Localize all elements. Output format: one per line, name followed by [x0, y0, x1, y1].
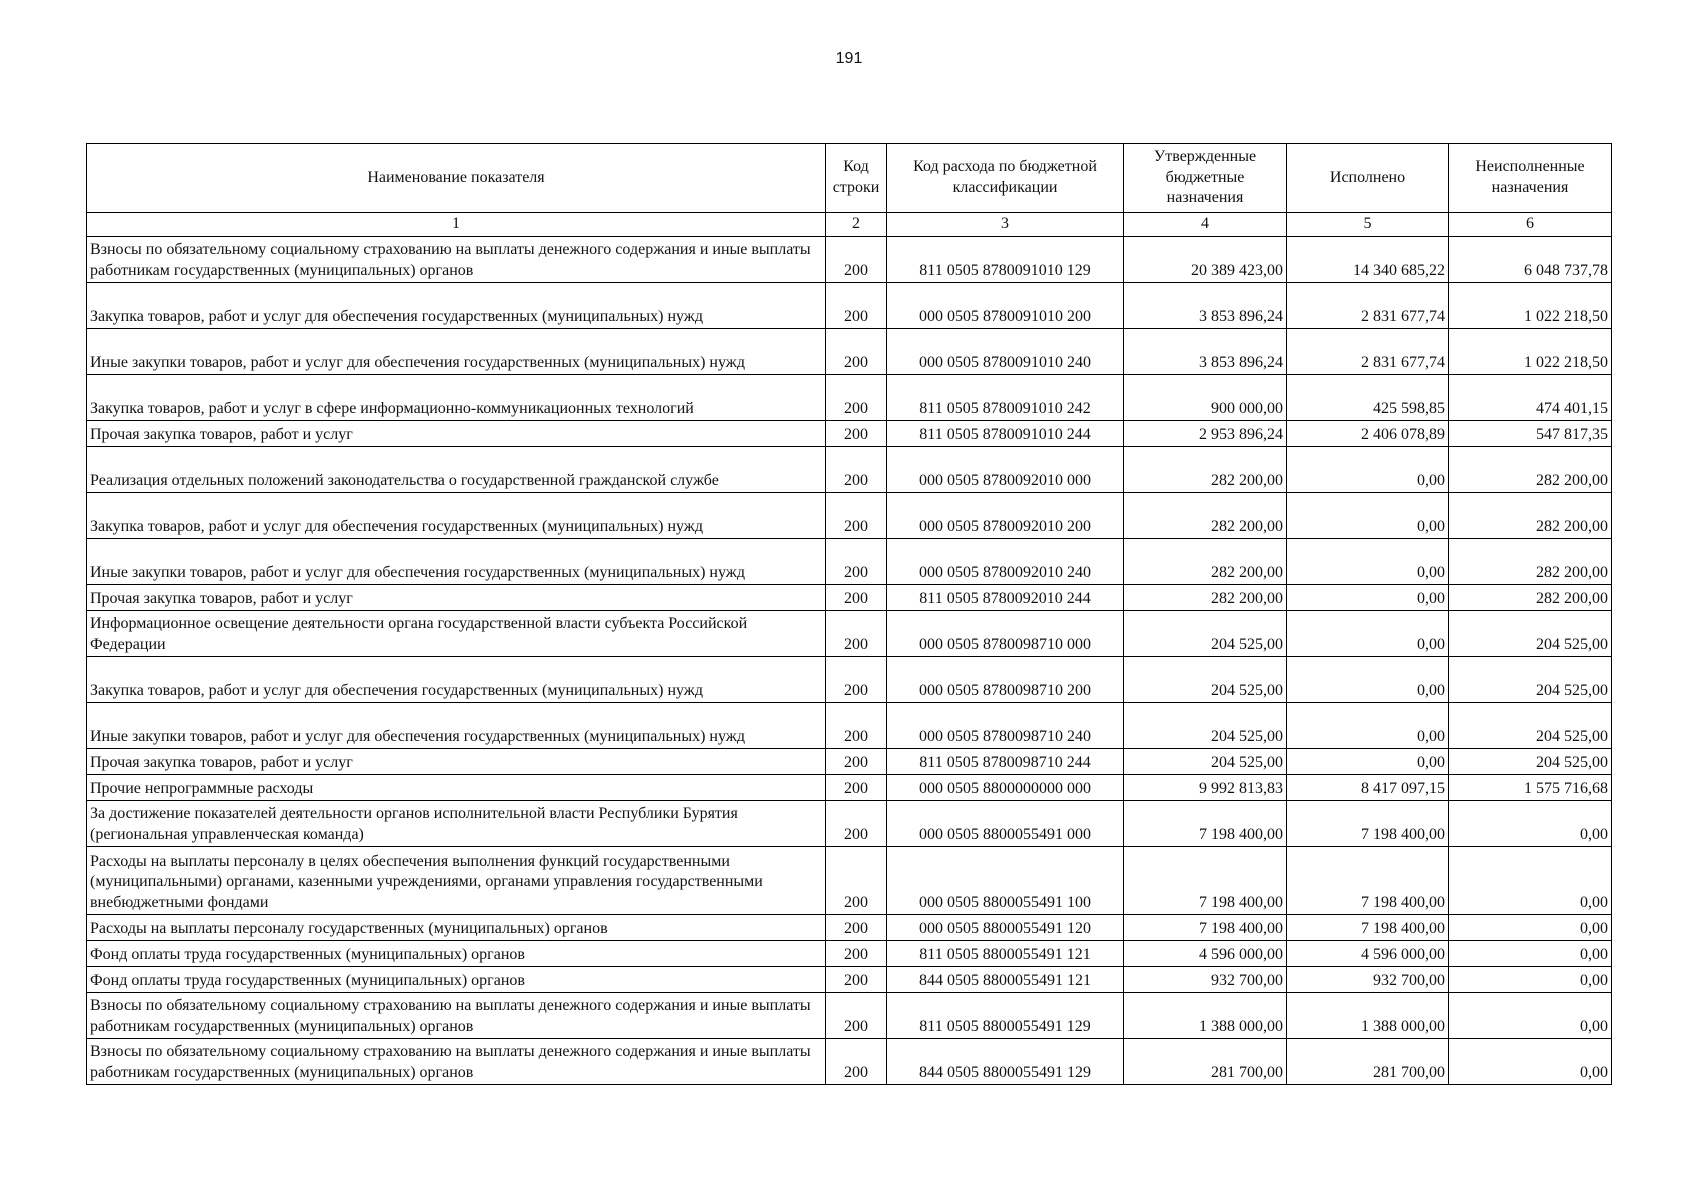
column-number: 5 [1287, 213, 1449, 237]
table-row [87, 657, 1612, 703]
table-row [87, 283, 1612, 329]
table-row [87, 915, 1612, 941]
classification-code-cell: 811 0505 8780091010 129 [887, 237, 1124, 283]
executed-amount-cell: 7 198 400,00 [1287, 847, 1449, 915]
line-code-cell: 200 [826, 915, 887, 941]
executed-amount-cell: 0,00 [1287, 749, 1449, 775]
indicator-name-cell: Взносы по обязательному социальному страхованию на выплаты денежного содержания и иные выплаты работникам государственных (муниципальных) органов [87, 993, 826, 1039]
header-executed: Исполнено [1287, 144, 1449, 213]
executed-amount-cell: 2 406 078,89 [1287, 421, 1449, 447]
executed-amount-cell: 7 198 400,00 [1287, 801, 1449, 847]
executed-amount-cell: 8 417 097,15 [1287, 775, 1449, 801]
table-header-row [87, 144, 1612, 213]
unexecuted-amount-cell: 204 525,00 [1449, 657, 1612, 703]
classification-code-cell: 000 0505 8800055491 000 [887, 801, 1124, 847]
unexecuted-amount-cell: 282 200,00 [1449, 493, 1612, 539]
unexecuted-amount-cell: 282 200,00 [1449, 585, 1612, 611]
executed-amount-cell: 932 700,00 [1287, 967, 1449, 993]
unexecuted-amount-cell: 204 525,00 [1449, 749, 1612, 775]
indicator-name-cell: Реализация отдельных положений законодательства о государственной гражданской службе [87, 447, 826, 493]
classification-code-cell: 844 0505 8800055491 121 [887, 967, 1124, 993]
line-code-cell: 200 [826, 375, 887, 421]
approved-amount-cell: 932 700,00 [1124, 967, 1287, 993]
approved-amount-cell: 282 200,00 [1124, 447, 1287, 493]
classification-code-cell: 000 0505 8780092010 240 [887, 539, 1124, 585]
line-code-cell: 200 [826, 493, 887, 539]
column-number: 4 [1124, 213, 1287, 237]
approved-amount-cell: 20 389 423,00 [1124, 237, 1287, 283]
classification-code-cell: 000 0505 8780098710 200 [887, 657, 1124, 703]
classification-code-cell: 000 0505 8780091010 240 [887, 329, 1124, 375]
budget-execution-table [86, 143, 1612, 1085]
approved-amount-cell: 2 953 896,24 [1124, 421, 1287, 447]
unexecuted-amount-cell: 0,00 [1449, 801, 1612, 847]
approved-amount-cell: 4 596 000,00 [1124, 941, 1287, 967]
executed-amount-cell: 0,00 [1287, 611, 1449, 657]
executed-amount-cell: 0,00 [1287, 585, 1449, 611]
header-approved: Утвержденные бюджетные назначения [1124, 144, 1287, 213]
classification-code-cell: 811 0505 8800055491 129 [887, 993, 1124, 1039]
indicator-name-cell: Расходы на выплаты персоналу в целях обеспечения выполнения функций государственными (муниципальными) органами, казенными учреждениями, органами управления государственными внебюджетными фондами [87, 847, 826, 915]
column-number: 2 [826, 213, 887, 237]
line-code-cell: 200 [826, 657, 887, 703]
executed-amount-cell: 0,00 [1287, 703, 1449, 749]
executed-amount-cell: 2 831 677,74 [1287, 283, 1449, 329]
line-code-cell: 200 [826, 447, 887, 493]
table-body [87, 237, 1612, 1085]
line-code-cell: 200 [826, 539, 887, 585]
classification-code-cell: 000 0505 8780098710 000 [887, 611, 1124, 657]
approved-amount-cell: 204 525,00 [1124, 749, 1287, 775]
line-code-cell: 200 [826, 421, 887, 447]
approved-amount-cell: 7 198 400,00 [1124, 847, 1287, 915]
unexecuted-amount-cell: 204 525,00 [1449, 703, 1612, 749]
classification-code-cell: 811 0505 8780091010 244 [887, 421, 1124, 447]
classification-code-cell: 811 0505 8780091010 242 [887, 375, 1124, 421]
classification-code-cell: 811 0505 8780098710 244 [887, 749, 1124, 775]
approved-amount-cell: 7 198 400,00 [1124, 915, 1287, 941]
table-row [87, 941, 1612, 967]
classification-code-cell: 000 0505 8780092010 200 [887, 493, 1124, 539]
approved-amount-cell: 1 388 000,00 [1124, 993, 1287, 1039]
indicator-name-cell: Закупка товаров, работ и услуг в сфере информационно-коммуникационных технологий [87, 375, 826, 421]
indicator-name-cell: Взносы по обязательному социальному страхованию на выплаты денежного содержания и иные выплаты работникам государственных (муниципальных) органов [87, 237, 826, 283]
unexecuted-amount-cell: 0,00 [1449, 967, 1612, 993]
table-row [87, 703, 1612, 749]
classification-code-cell: 000 0505 8800055491 120 [887, 915, 1124, 941]
indicator-name-cell: Прочая закупка товаров, работ и услуг [87, 421, 826, 447]
indicator-name-cell: Прочие непрограммные расходы [87, 775, 826, 801]
indicator-name-cell: Расходы на выплаты персоналу государственных (муниципальных) органов [87, 915, 826, 941]
table-row [87, 585, 1612, 611]
executed-amount-cell: 0,00 [1287, 657, 1449, 703]
line-code-cell: 200 [826, 1039, 887, 1085]
indicator-name-cell: Закупка товаров, работ и услуг для обеспечения государственных (муниципальных) нужд [87, 657, 826, 703]
classification-code-cell: 000 0505 8780092010 000 [887, 447, 1124, 493]
approved-amount-cell: 204 525,00 [1124, 611, 1287, 657]
executed-amount-cell: 0,00 [1287, 539, 1449, 585]
header-budget-classification: Код расхода по бюджетной классификации [887, 144, 1124, 213]
approved-amount-cell: 204 525,00 [1124, 657, 1287, 703]
line-code-cell: 200 [826, 237, 887, 283]
executed-amount-cell: 1 388 000,00 [1287, 993, 1449, 1039]
executed-amount-cell: 425 598,85 [1287, 375, 1449, 421]
line-code-cell: 200 [826, 283, 887, 329]
indicator-name-cell: Прочая закупка товаров, работ и услуг [87, 749, 826, 775]
classification-code-cell: 000 0505 8800055491 100 [887, 847, 1124, 915]
unexecuted-amount-cell: 6 048 737,78 [1449, 237, 1612, 283]
line-code-cell: 200 [826, 611, 887, 657]
unexecuted-amount-cell: 474 401,15 [1449, 375, 1612, 421]
approved-amount-cell: 282 200,00 [1124, 493, 1287, 539]
header-indicator-name: Наименование показателя [87, 144, 826, 213]
unexecuted-amount-cell: 1 575 716,68 [1449, 775, 1612, 801]
column-number: 1 [87, 213, 826, 237]
page-number: 191 [835, 50, 863, 67]
classification-code-cell: 811 0505 8800055491 121 [887, 941, 1124, 967]
table-row [87, 237, 1612, 283]
classification-code-cell: 844 0505 8800055491 129 [887, 1039, 1124, 1085]
executed-amount-cell: 2 831 677,74 [1287, 329, 1449, 375]
line-code-cell: 200 [826, 775, 887, 801]
table-row [87, 539, 1612, 585]
unexecuted-amount-cell: 204 525,00 [1449, 611, 1612, 657]
column-number-row [87, 213, 1612, 237]
column-number: 3 [887, 213, 1124, 237]
indicator-name-cell: Иные закупки товаров, работ и услуг для обеспечения государственных (муниципальных) нужд [87, 329, 826, 375]
line-code-cell: 200 [826, 329, 887, 375]
line-code-cell: 200 [826, 585, 887, 611]
table-row [87, 421, 1612, 447]
unexecuted-amount-cell: 282 200,00 [1449, 447, 1612, 493]
unexecuted-amount-cell: 0,00 [1449, 993, 1612, 1039]
classification-code-cell: 000 0505 8800000000 000 [887, 775, 1124, 801]
approved-amount-cell: 282 200,00 [1124, 539, 1287, 585]
executed-amount-cell: 0,00 [1287, 493, 1449, 539]
table-row [87, 993, 1612, 1039]
unexecuted-amount-cell: 0,00 [1449, 847, 1612, 915]
unexecuted-amount-cell: 547 817,35 [1449, 421, 1612, 447]
table-row [87, 329, 1612, 375]
classification-code-cell: 811 0505 8780092010 244 [887, 585, 1124, 611]
approved-amount-cell: 3 853 896,24 [1124, 283, 1287, 329]
indicator-name-cell: Закупка товаров, работ и услуг для обеспечения государственных (муниципальных) нужд [87, 283, 826, 329]
header-unexecuted: Неисполненные назначения [1449, 144, 1612, 213]
approved-amount-cell: 900 000,00 [1124, 375, 1287, 421]
indicator-name-cell: Иные закупки товаров, работ и услуг для обеспечения государственных (муниципальных) нужд [87, 539, 826, 585]
indicator-name-cell: Информационное освещение деятельности органа государственной власти субъекта Российской Федерации [87, 611, 826, 657]
line-code-cell: 200 [826, 967, 887, 993]
approved-amount-cell: 204 525,00 [1124, 703, 1287, 749]
column-number: 6 [1449, 213, 1612, 237]
approved-amount-cell: 281 700,00 [1124, 1039, 1287, 1085]
approved-amount-cell: 282 200,00 [1124, 585, 1287, 611]
approved-amount-cell: 9 992 813,83 [1124, 775, 1287, 801]
table-row [87, 775, 1612, 801]
classification-code-cell: 000 0505 8780098710 240 [887, 703, 1124, 749]
unexecuted-amount-cell: 1 022 218,50 [1449, 283, 1612, 329]
unexecuted-amount-cell: 0,00 [1449, 1039, 1612, 1085]
indicator-name-cell: Иные закупки товаров, работ и услуг для обеспечения государственных (муниципальных) нужд [87, 703, 826, 749]
line-code-cell: 200 [826, 847, 887, 915]
unexecuted-amount-cell: 1 022 218,50 [1449, 329, 1612, 375]
header-line-code: Код строки [826, 144, 887, 213]
table-row [87, 611, 1612, 657]
line-code-cell: 200 [826, 993, 887, 1039]
table-row [87, 375, 1612, 421]
line-code-cell: 200 [826, 703, 887, 749]
executed-amount-cell: 14 340 685,22 [1287, 237, 1449, 283]
table-row [87, 493, 1612, 539]
executed-amount-cell: 4 596 000,00 [1287, 941, 1449, 967]
executed-amount-cell: 281 700,00 [1287, 1039, 1449, 1085]
unexecuted-amount-cell: 0,00 [1449, 941, 1612, 967]
executed-amount-cell: 0,00 [1287, 447, 1449, 493]
unexecuted-amount-cell: 282 200,00 [1449, 539, 1612, 585]
indicator-name-cell: Фонд оплаты труда государственных (муниципальных) органов [87, 941, 826, 967]
approved-amount-cell: 3 853 896,24 [1124, 329, 1287, 375]
indicator-name-cell: За достижение показателей деятельности органов исполнительной власти Республики Бурятия (региональная управленческая команда) [87, 801, 826, 847]
line-code-cell: 200 [826, 749, 887, 775]
indicator-name-cell: Взносы по обязательному социальному страхованию на выплаты денежного содержания и иные выплаты работникам государственных (муниципальных) органов [87, 1039, 826, 1085]
indicator-name-cell: Закупка товаров, работ и услуг для обеспечения государственных (муниципальных) нужд [87, 493, 826, 539]
classification-code-cell: 000 0505 8780091010 200 [887, 283, 1124, 329]
table-row [87, 801, 1612, 847]
table-row [87, 447, 1612, 493]
indicator-name-cell: Прочая закупка товаров, работ и услуг [87, 585, 826, 611]
executed-amount-cell: 7 198 400,00 [1287, 915, 1449, 941]
approved-amount-cell: 7 198 400,00 [1124, 801, 1287, 847]
table-row [87, 749, 1612, 775]
line-code-cell: 200 [826, 941, 887, 967]
line-code-cell: 200 [826, 801, 887, 847]
table-row [87, 847, 1612, 915]
unexecuted-amount-cell: 0,00 [1449, 915, 1612, 941]
table-row [87, 967, 1612, 993]
indicator-name-cell: Фонд оплаты труда государственных (муниципальных) органов [87, 967, 826, 993]
table-row [87, 1039, 1612, 1085]
